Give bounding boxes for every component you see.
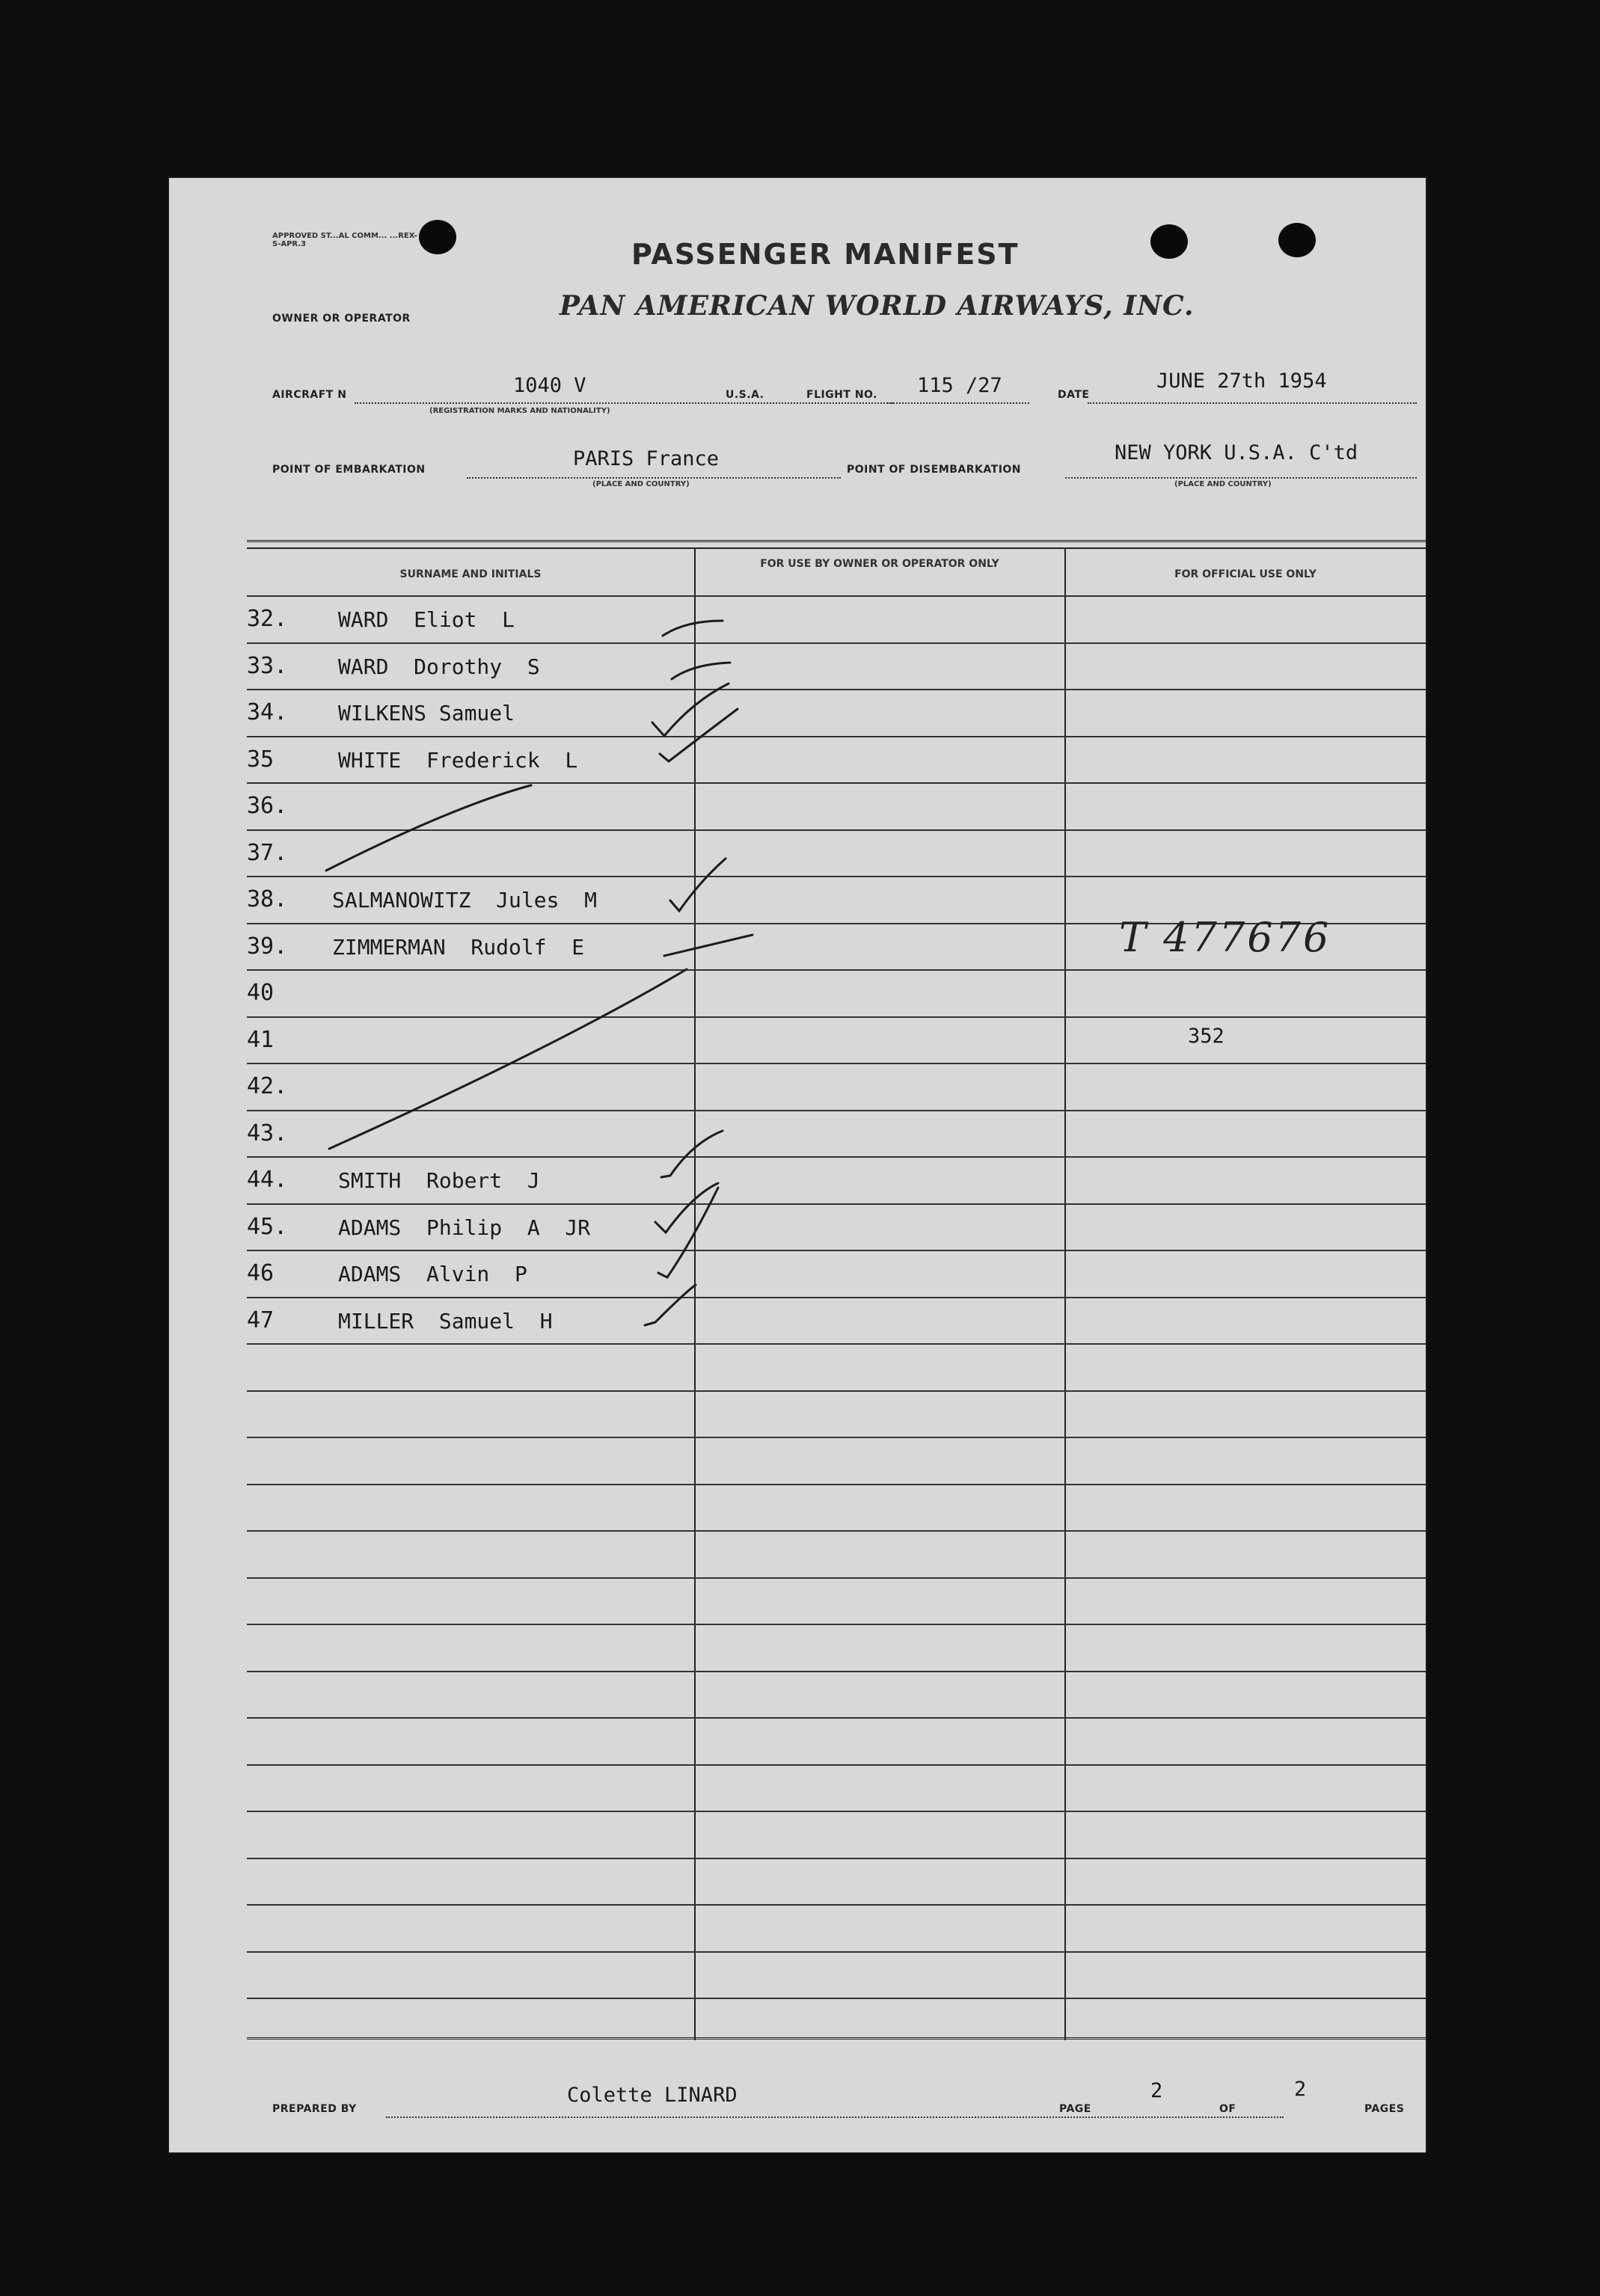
row-number: 46	[247, 1260, 275, 1286]
row-number: 37.	[247, 839, 288, 866]
row-number: 42.	[247, 1073, 288, 1099]
disembark-label: POINT OF DISEMBARKATION	[847, 464, 1022, 476]
passenger-name: ADAMS Philip A JR	[338, 1215, 591, 1240]
passenger-name: SALMANOWITZ Jules M	[332, 888, 598, 912]
prepared-label: PREPARED BY	[272, 2103, 357, 2115]
passenger-name: WARD Eliot L	[338, 607, 515, 632]
approval-stamp: APPROVED ST...AL COMM... ...REX-S-APR.3	[272, 232, 417, 248]
check-mark	[672, 663, 730, 679]
passenger-name: SMITH Robert J	[338, 1168, 540, 1193]
manifest-page	[169, 178, 1426, 2152]
airline-name: PAN AMERICAN WORLD AIRWAYS, INC.	[560, 290, 1195, 322]
embark-label: POINT OF EMBARKATION	[272, 464, 426, 476]
flight-label: FLIGHT NO.	[806, 389, 877, 401]
passenger-name: WARD Dorothy S	[338, 654, 540, 679]
passenger-name: WILKENS Samuel	[338, 701, 515, 725]
prepared-value: Colette LINARD	[567, 2084, 738, 2107]
date-label: DATE	[1058, 389, 1090, 401]
of-value: 2	[1294, 2078, 1307, 2101]
row-number: 38.	[247, 886, 288, 912]
row-number: 43.	[247, 1120, 288, 1147]
row-number: 36.	[247, 793, 288, 819]
check-mark	[660, 709, 738, 761]
check-mark	[663, 621, 723, 636]
page-label: PAGE	[1059, 2103, 1091, 2115]
usa-label: U.S.A.	[726, 389, 764, 401]
flight-value: 115 /27	[917, 374, 1002, 397]
row-number: 33.	[247, 652, 288, 679]
row-number: 44.	[247, 1167, 288, 1193]
row-number: 41	[247, 1026, 275, 1053]
page-value: 2	[1150, 2079, 1163, 2102]
check-mark	[670, 859, 726, 911]
row-number: 34.	[247, 699, 288, 725]
row-number: 39.	[247, 933, 288, 960]
handwritten-marks	[169, 178, 1426, 2152]
check-mark	[658, 1188, 718, 1277]
owner-label: OWNER OR OPERATOR	[272, 313, 411, 325]
passenger-name: WHITE Frederick L	[338, 747, 578, 773]
strike-line	[664, 935, 753, 956]
check-mark	[661, 1131, 723, 1177]
aircraft-value: 1040 V	[513, 374, 586, 397]
disembark-value: NEW YORK U.S.A. C'td	[1115, 441, 1358, 464]
row-number: 40	[247, 980, 275, 1006]
disembark-caption: (PLACE AND COUNTRY)	[1174, 480, 1272, 488]
embark-value: PARIS France	[573, 447, 720, 470]
row-number: 32.	[247, 606, 288, 632]
check-mark	[645, 1285, 696, 1325]
aircraft-caption: (REGISTRATION MARKS AND NATIONALITY)	[429, 407, 610, 415]
check-mark	[652, 684, 729, 736]
column-header-official: FOR OFFICIAL USE ONLY	[1174, 568, 1317, 580]
passenger-name: ADAMS Alvin P	[338, 1262, 527, 1286]
row-number: 35	[247, 746, 275, 773]
row-number: 47	[247, 1307, 275, 1333]
column-header-owner: FOR USE BY OWNER OR OPERATOR ONLY	[760, 558, 999, 570]
embark-caption: (PLACE AND COUNTRY)	[592, 480, 690, 488]
handwritten-official-number: T 477676	[1119, 914, 1331, 961]
of-label: OF	[1219, 2103, 1236, 2115]
passenger-name: MILLER Samuel H	[338, 1308, 553, 1333]
typed-official-number: 352	[1188, 1025, 1224, 1048]
form-title: PASSENGER MANIFEST	[631, 238, 1020, 271]
strike-line	[329, 969, 687, 1149]
aircraft-label: AIRCRAFT N	[272, 389, 347, 401]
column-header-surname: SURNAME AND INITIALS	[399, 568, 542, 580]
row-number: 45.	[247, 1213, 288, 1240]
date-value: JUNE 27th 1954	[1156, 369, 1327, 393]
strike-line	[326, 785, 531, 871]
pages-label: PAGES	[1364, 2103, 1405, 2115]
passenger-name: ZIMMERMAN Rudolf E	[332, 934, 585, 960]
